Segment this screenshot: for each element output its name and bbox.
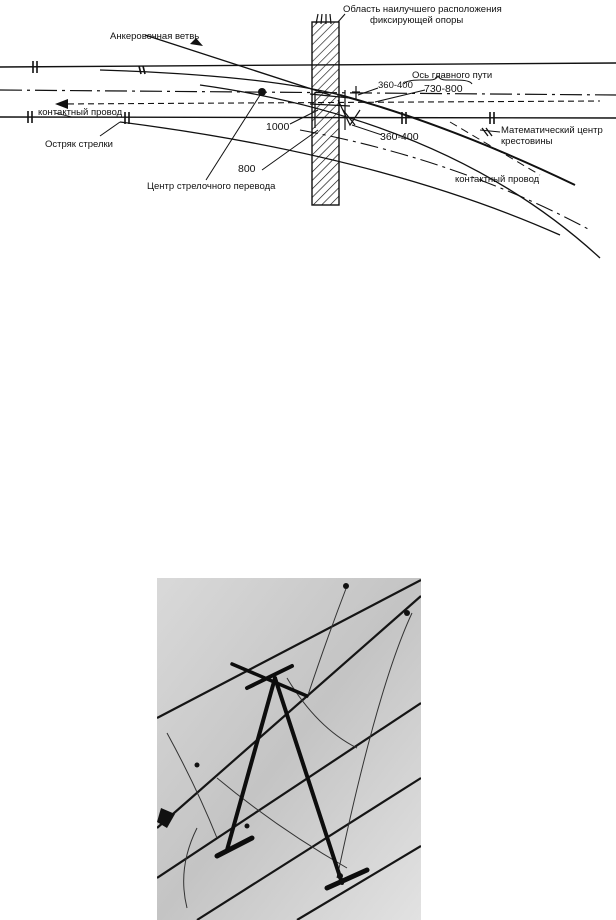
insulator-marks-top [33,61,145,74]
crossing-marks [482,128,492,136]
label-switch-center: Центр стрелочного перевода [147,181,276,192]
label-dim-730-800: 730-800 [424,83,463,95]
switch-catenary-diagram [0,0,616,270]
label-switch-blade: Остряк стрелки [45,139,113,150]
main-track-axis-line [0,90,616,95]
label-best-area-2: фиксирующей опоры [370,15,464,26]
diverging-curve-2 [200,85,600,258]
label-main-track-axis: Ось главного пути [412,70,493,81]
label-contact-wire-right: контактный провод [455,174,540,185]
best-area-leader [338,14,345,22]
leader-800 [262,130,318,170]
label-dim-360-400-bottom: 360-400 [380,131,419,143]
leader-730-800 [375,90,425,102]
fixing-support-pole [312,22,339,205]
label-dim-800: 800 [238,163,256,175]
label-contact-wire-left: контактный провод [38,107,123,118]
contact-wire-top [0,63,616,67]
label-math-center-2: крестовины [501,136,553,147]
label-best-area-1: Область наилучшего расположения [343,4,502,15]
catenary-photo [157,578,421,920]
leader-360-400-top [358,88,378,95]
switch-blade-leader [100,122,120,136]
label-anchor-branch: Анкеровочная ветвь [110,31,200,42]
label-dim-360-400-top: 360-400 [378,80,413,91]
label-math-center-1: Математический центр [501,125,603,136]
label-dim-1000: 1000 [266,121,290,133]
